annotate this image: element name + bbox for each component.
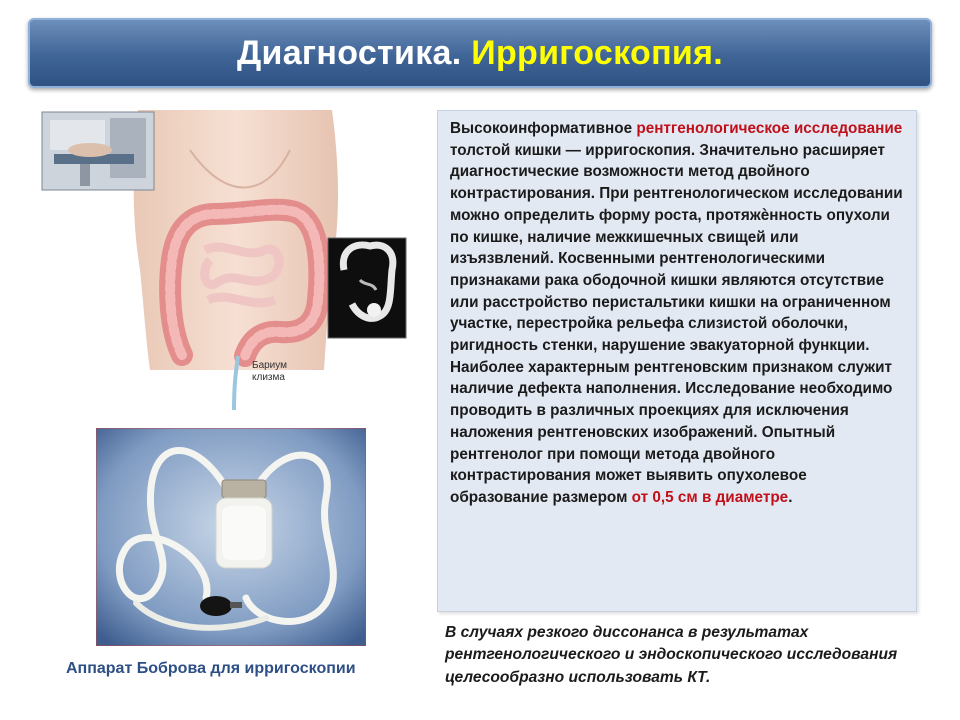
- xray-room-photo: [42, 112, 154, 190]
- xray-image: [328, 238, 406, 338]
- barium-label: [252, 360, 287, 384]
- main-text: [450, 118, 906, 509]
- main-text-red-size: от 0,5 см в диаметре: [631, 488, 789, 506]
- title-prefix: Диагностика.: [236, 33, 472, 72]
- slide-title: [237, 34, 723, 73]
- colon-illustration: [40, 110, 420, 420]
- ct-note: В случаях резкого диссонанса в результатах рентгенологического и эндоскопического исследования целесообразно использовать КТ.: [445, 624, 898, 686]
- title-bar: [28, 18, 932, 88]
- text-panel: [437, 110, 917, 612]
- apparatus-caption: Аппарат Боброва для ирригоскопии: [66, 660, 356, 677]
- bobrov-apparatus-photo: [96, 428, 366, 646]
- barium-label-line2: клизма: [252, 372, 285, 383]
- main-text-red-term: рентгенологическое исследование: [636, 120, 903, 137]
- main-text-part5: .: [788, 488, 793, 506]
- title-highlight: Ирригоскопия.: [471, 33, 723, 72]
- barium-label-line1: Бариум: [252, 360, 288, 371]
- main-text-part3: толстой кишки — ирригоскопия. Значительно расширяет диагностические возможности метод двойного контрастирования. При рентгенологическом исследовании можно определить форму роста, протяжѐнность опухоли по кишке, наличие межкишечных свищей или изъязвлений. Косвенными рентгенологическими признаками рака ободочной кишки являются отсутствие или расстройство перистальтики кишки на ограниченном участке, перестройка рельефа слизистой оболочки, ригидность стенки, нарушение эвакуаторной функции. Наиболее характерным рентгеновским признаком служит наличие дефекта наполнения. Исследование необходимо проводить в различных проекциях для исключения наложения рентгеновских изображений. Опытный рентгенолог при помощи метода двойного контрастирования может выявить опухолевое образование размером: [450, 141, 903, 506]
- main-text-part1: Высокоинформативное: [450, 120, 637, 137]
